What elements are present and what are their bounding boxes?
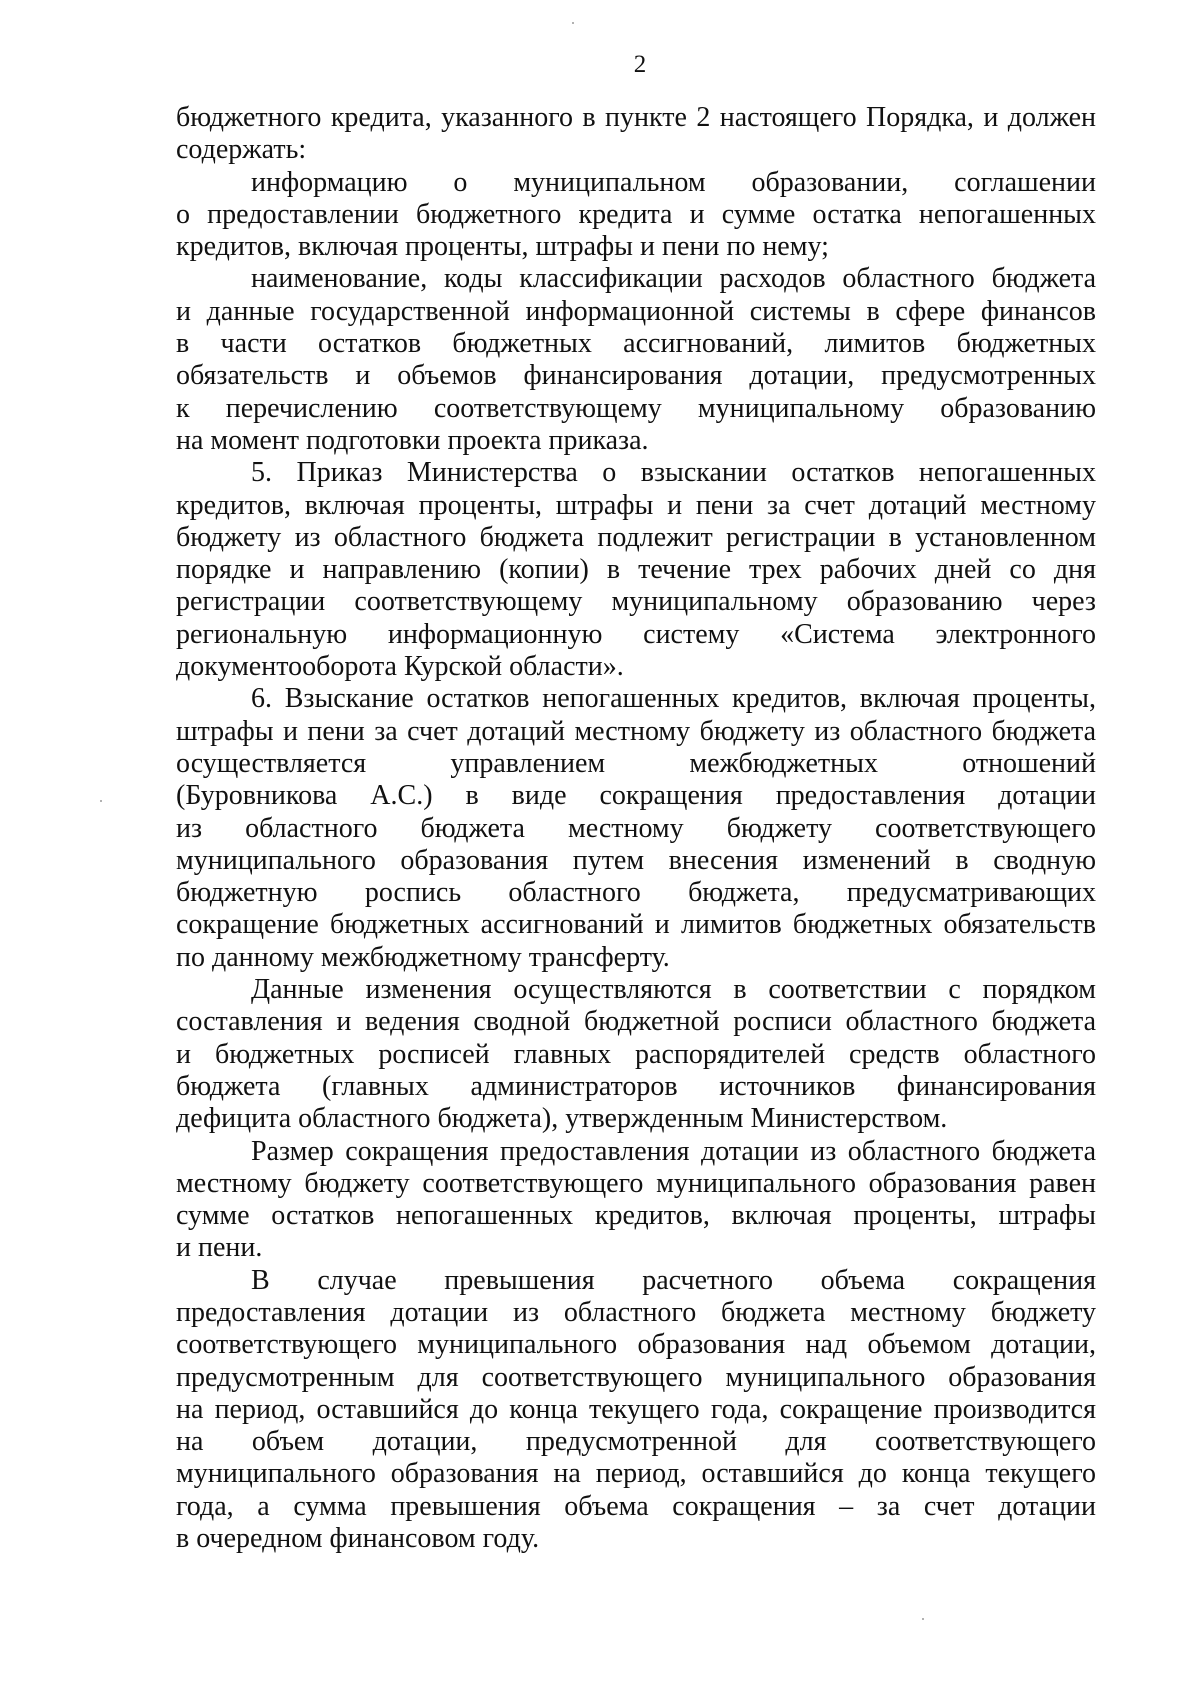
scan-speck bbox=[100, 800, 102, 802]
paragraph-item-5 bbox=[176, 457, 1096, 683]
text-line: порядке и направлению (копии) в течение трех рабочих дней со дня bbox=[176, 554, 1096, 586]
text-line: в части остатков бюджетных ассигнований, лимитов бюджетных bbox=[176, 328, 1096, 360]
text-line: бюджетного кредита, указанного в пункте 2 настоящего Порядка, и должен bbox=[176, 102, 1096, 133]
paragraph-changes bbox=[176, 974, 1096, 1135]
page-number: 2 bbox=[633, 51, 647, 78]
text-line: в очередном финансовом году. bbox=[176, 1523, 540, 1555]
text-line: регистрации соответствующему муниципальному образованию через bbox=[176, 586, 1096, 618]
scan-speck bbox=[572, 22, 574, 24]
text-line: Размер сокращения предоставления дотации из областного бюджета bbox=[251, 1135, 1096, 1167]
text-line: 5. Приказ Министерства о взыскании остатков непогашенных bbox=[251, 457, 1096, 489]
text-line: дефицита областного бюджета), утвержденным Министерством. bbox=[176, 1103, 948, 1135]
text-line: муниципального образования путем внесения изменений в сводную bbox=[176, 844, 1096, 876]
paragraph-classification bbox=[176, 263, 1096, 457]
text-line: документооборота Курской области». bbox=[176, 651, 624, 683]
text-line: предусмотренным для соответствующего муниципального образования bbox=[176, 1361, 1096, 1393]
text-line: сумме остатков непогашенных кредитов, включая проценты, штрафы bbox=[176, 1200, 1096, 1232]
text-line: из областного бюджета местному бюджету соответствующего bbox=[176, 812, 1096, 844]
paragraph-reduction-size bbox=[176, 1136, 1096, 1265]
text-line: кредитов, включая проценты, штрафы и пени за счет дотаций местному bbox=[176, 489, 1096, 521]
text-line: осуществляется управлением межбюджетных отношений bbox=[176, 747, 1096, 779]
text-line: на период, оставшийся до конца текущего года, сокращение производится bbox=[176, 1393, 1096, 1425]
text-line: наименование, коды классификации расходов областного бюджета bbox=[251, 263, 1096, 295]
text-line: сокращение бюджетных ассигнований и лимитов бюджетных обязательств bbox=[176, 909, 1096, 941]
text-line: и данные государственной информационной системы в сфере финансов bbox=[176, 295, 1096, 327]
text-line: информацию о муниципальном образовании, соглашении bbox=[251, 166, 1096, 198]
text-line: соответствующего муниципального образования над объемом дотации, bbox=[176, 1329, 1096, 1361]
document-body bbox=[176, 102, 1096, 1555]
scan-speck bbox=[922, 1618, 924, 1620]
text-line: муниципального образования на период, оставшийся до конца текущего bbox=[176, 1458, 1096, 1490]
text-line: местному бюджету соответствующего муниципального образования равен bbox=[176, 1167, 1096, 1199]
text-line: года, а сумма превышения объема сокращения – за счет дотации bbox=[176, 1490, 1096, 1522]
text-line: по данному межбюджетному трансферту. bbox=[176, 941, 670, 973]
text-line: обязательств и объемов финансирования дотации, предусмотренных bbox=[176, 360, 1096, 392]
text-line: на объем дотации, предусмотренной для соответствующего bbox=[176, 1426, 1096, 1458]
text-line: В случае превышения расчетного объема сокращения bbox=[251, 1264, 1096, 1296]
text-line: 6. Взыскание остатков непогашенных кредитов, включая проценты, bbox=[251, 683, 1096, 715]
text-line: и пени. bbox=[176, 1232, 263, 1264]
paragraph-continuation bbox=[176, 102, 1096, 167]
text-line: о предоставлении бюджетного кредита и сумме остатка непогашенных bbox=[176, 198, 1096, 230]
text-line: содержать: bbox=[176, 134, 307, 166]
text-line: Данные изменения осуществляются в соответствии с порядком bbox=[251, 974, 1096, 1006]
text-line: (Буровникова А.С.) в виде сокращения предоставления дотации bbox=[176, 780, 1096, 812]
text-line: и бюджетных росписей главных распорядителей средств областного bbox=[176, 1038, 1096, 1070]
paragraph-item-6 bbox=[176, 683, 1096, 974]
text-line: региональную информационную систему «Система электронного bbox=[176, 618, 1096, 650]
text-line: кредитов, включая проценты, штрафы и пени по нему; bbox=[176, 231, 829, 263]
text-line: бюджетную роспись областного бюджета, предусматривающих bbox=[176, 877, 1096, 909]
paragraph-municipal-info bbox=[176, 167, 1096, 264]
text-line: предоставления дотации из областного бюджета местному бюджету bbox=[176, 1296, 1096, 1328]
text-line: штрафы и пени за счет дотаций местному бюджету из областного бюджета bbox=[176, 715, 1096, 747]
text-line: бюджету из областного бюджета подлежит регистрации в установленном bbox=[176, 521, 1096, 553]
text-line: на момент подготовки проекта приказа. bbox=[176, 424, 649, 456]
text-line: бюджета (главных администраторов источников финансирования bbox=[176, 1070, 1096, 1102]
text-line: к перечислению соответствующему муниципальному образованию bbox=[176, 392, 1096, 424]
paragraph-excess bbox=[176, 1265, 1096, 1556]
text-line: составления и ведения сводной бюджетной росписи областного бюджета bbox=[176, 1006, 1096, 1038]
